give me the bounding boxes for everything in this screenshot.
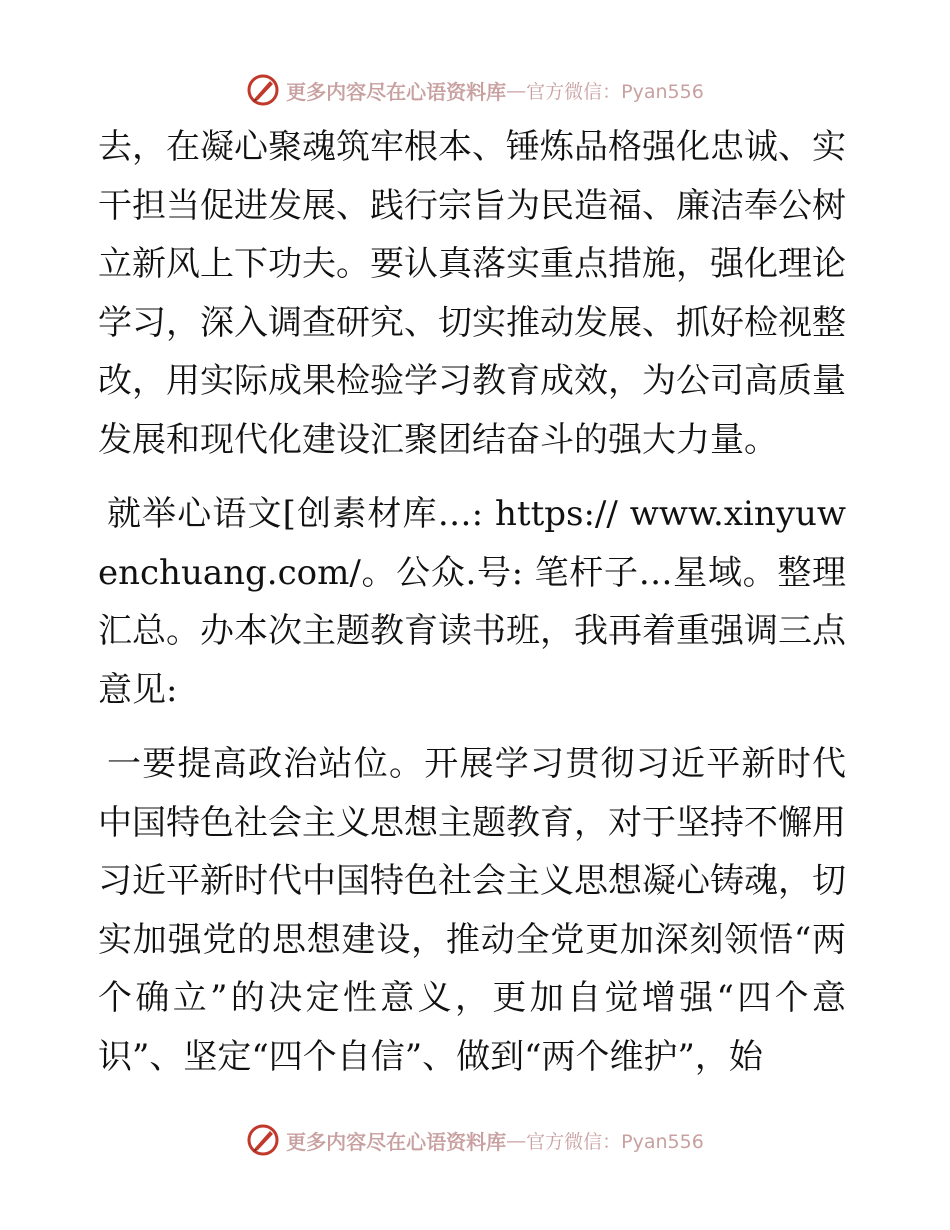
- paragraph-1: 去，在凝心聚魂筑牢根本、锤炼品格强化忠诚、实干担当促进发展、践行宗旨为民造福、廉洁奉公树立新风上下功夫。要认真落实重点措施，强化理论学习，深入调查研究、切实推动发展、抓好检视整改，用实际成果检验学习教育成效，为公司高质量发展和现代化建设汇聚团结奋斗的强大力量。: [98, 127, 846, 460]
- header-slogan: 更多内容尽在心语资料库: [286, 79, 507, 104]
- footer-separator: —: [506, 1128, 527, 1152]
- paragraph-2: 就举心语文[创素材库…: https:// www.xinyuwenchuang.com/。公众.号: 笔杆子…星域。整理汇总。办本次主题教育读书班，我再着重强调三点意见:: [98, 494, 846, 710]
- header-contact: 官方微信：Pyan556: [526, 80, 704, 103]
- header-separator: —: [506, 78, 527, 102]
- footer-watermark-banner: [0, 1120, 950, 1160]
- footer-contact: 官方微信：Pyan556: [526, 1130, 704, 1153]
- header-watermark-banner: [0, 70, 950, 110]
- document-body: [98, 118, 846, 1086]
- footer-slogan: 更多内容尽在心语资料库: [286, 1129, 507, 1154]
- quill-logo-icon: [246, 73, 280, 107]
- paragraph-3: 一要提高政治站位。开展学习贯彻习近平新时代中国特色社会主义思想主题教育，对于坚持不懈用习近平新时代中国特色社会主义思想凝心铸魂，切实加强党的思想建设，推动全党更加深刻领悟“两个确立”的决定性意义，更加自觉增强“四个意识”、坚定“四个自信”、做到“两个维护”，始: [98, 744, 846, 1077]
- quill-logo-icon: [246, 1123, 280, 1157]
